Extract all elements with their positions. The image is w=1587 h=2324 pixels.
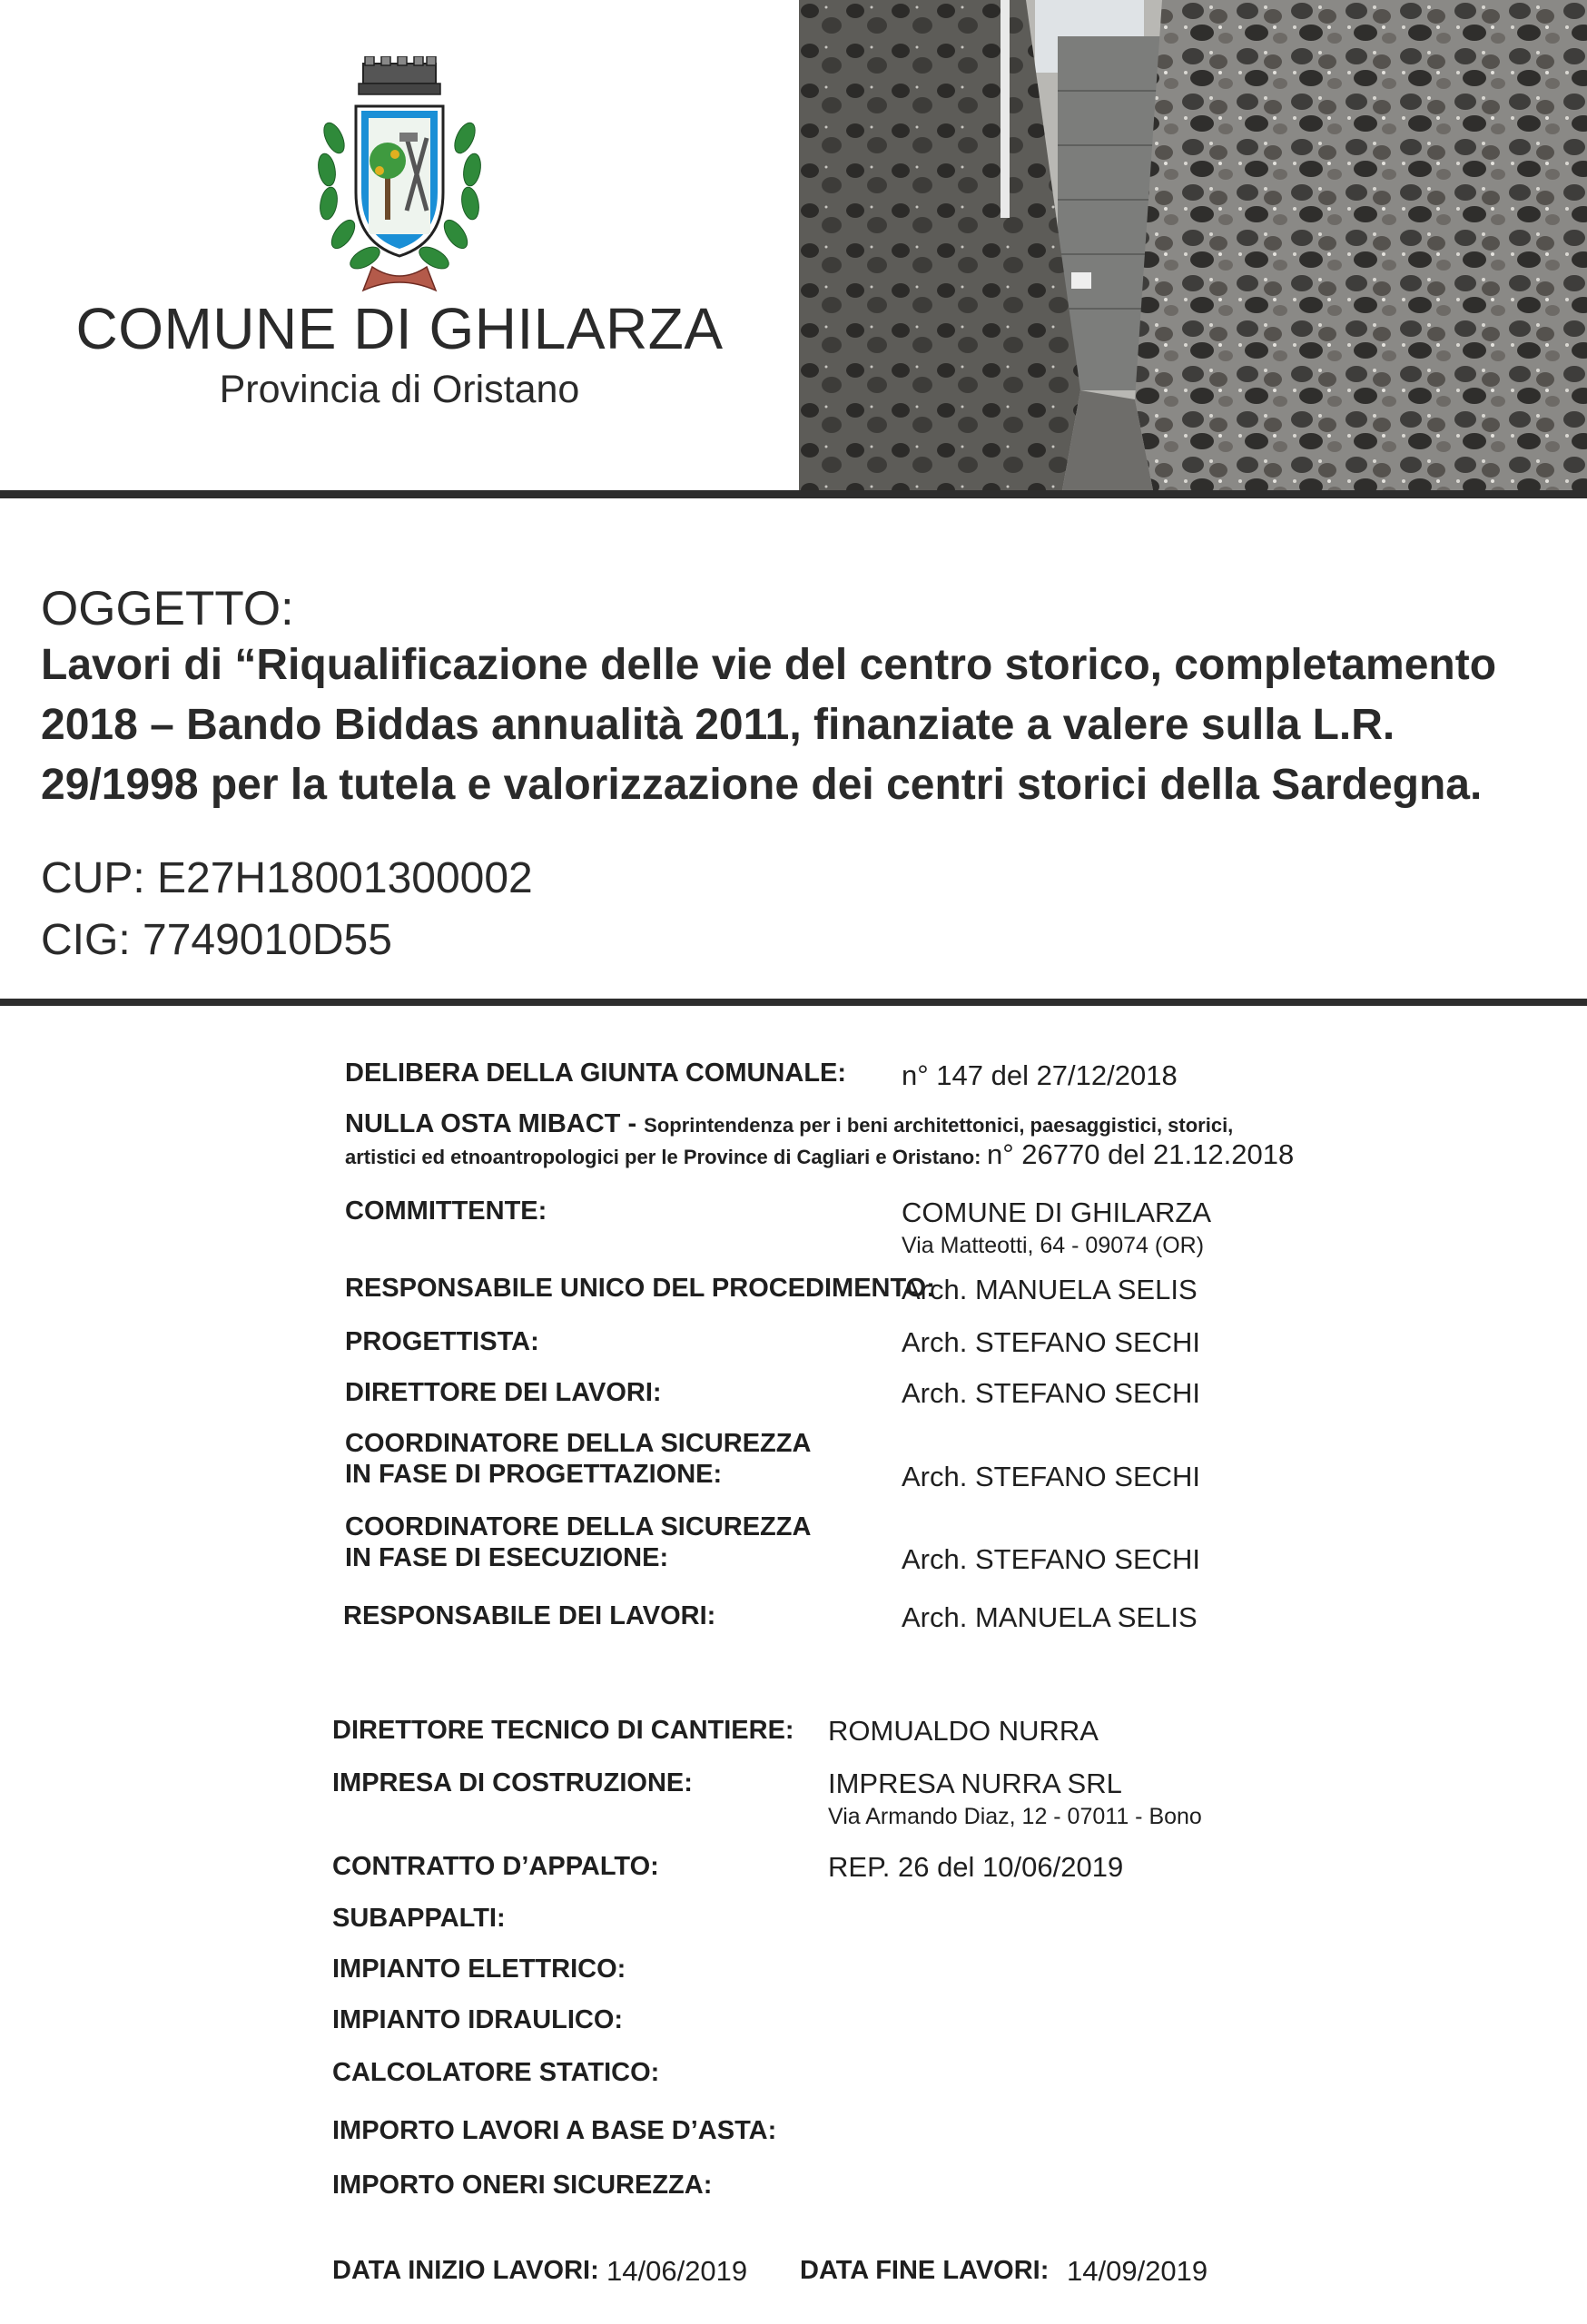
direttore-lavori-value: Arch. STEFANO SECHI [902,1377,1201,1409]
comune-crest-logo [309,56,490,297]
oggetto-line-1: Lavori di “Riqualificazione delle vie del centro storico, completamento [41,641,1497,689]
comune-name: COMUNE DI GHILARZA [75,296,724,361]
provincia-name: Provincia di Oristano [219,368,580,411]
direttore-tecnico-value: ROMUALDO NURRA [828,1715,1099,1747]
rup-value: Arch. MANUELA SELIS [902,1274,1198,1305]
committente-label: COMMITTENTE: [345,1196,547,1226]
contratto-value: REP. 26 del 10/06/2019 [828,1851,1124,1883]
impresa-label: IMPRESA DI COSTRUZIONE: [332,1768,693,1797]
delibera-label: DELIBERA DELLA GIUNTA COMUNALE: [345,1059,847,1088]
data-inizio-value: 14/06/2019 [606,2255,748,2287]
cig-code: CIG: 7749010D55 [41,916,392,964]
oggetto-label: OGGETTO: [41,582,294,635]
oggetto-line-2: 2018 – Bando Biddas annualità 2011, finanziate a valere sulla L.R. [41,701,1395,749]
section-divider [0,999,1587,1006]
importo-oneri-label: IMPORTO ONERI SICUREZZA: [332,2171,713,2200]
cup-code: CUP: E27H18001300002 [41,854,533,902]
impianto-idraulico-label: IMPIANTO IDRAULICO: [332,2005,624,2034]
nulla-osta-desc-1: Soprintendenza per i beni architettonici, paesaggistici, storici, [644,1114,1234,1137]
coord-progettazione-value: Arch. STEFANO SECHI [902,1461,1201,1492]
nulla-osta-desc-2: artistici ed etnoantropologici per le Province di Cagliari e Oristano: [345,1146,981,1168]
responsabile-lavori-label: RESPONSABILE DEI LAVORI: [343,1601,716,1630]
header-divider [0,490,1587,498]
direttore-lavori-label: DIRETTORE DEI LAVORI: [345,1378,662,1407]
data-inizio-label: DATA INIZIO LAVORI: [332,2256,599,2285]
importo-lavori-label: IMPORTO LAVORI A BASE D’ASTA: [332,2116,777,2145]
nulla-osta-value: n° 26770 del 21.12.2018 [987,1138,1295,1170]
impresa-address: Via Armando Diaz, 12 - 07011 - Bono [828,1804,1202,1829]
impresa-value: IMPRESA NURRA SRL [828,1768,1122,1799]
data-fine-value: 14/09/2019 [1067,2255,1208,2287]
coord-esecuzione-label-1: COORDINATORE DELLA SICUREZZA [345,1512,812,1541]
nulla-osta-label [345,1109,1233,1139]
nulla-osta-title: NULLA OSTA MIBACT - [345,1109,645,1138]
committente-value: COMUNE DI GHILARZA [902,1196,1212,1228]
calcolatore-statico-label: CALCOLATORE STATICO: [332,2058,660,2087]
committente-address: Via Matteotti, 64 - 09074 (OR) [902,1233,1205,1258]
responsabile-lavori-value: Arch. MANUELA SELIS [902,1601,1198,1633]
contratto-label: CONTRATTO D’APPALTO: [332,1852,659,1881]
direttore-tecnico-label: DIRETTORE TECNICO DI CANTIERE: [332,1716,794,1745]
coord-esecuzione-value: Arch. STEFANO SECHI [902,1543,1201,1575]
historic-alley-photo [799,0,1587,490]
subappalti-label: SUBAPPALTI: [332,1904,506,1933]
progettista-value: Arch. STEFANO SECHI [902,1326,1201,1358]
progettista-label: PROGETTISTA: [345,1327,539,1356]
impianto-elettrico-label: IMPIANTO ELETTRICO: [332,1955,626,1984]
data-fine-label: DATA FINE LAVORI: [800,2256,1050,2285]
coord-esecuzione-label-2: IN FASE DI ESECUZIONE: [345,1543,669,1572]
delibera-value: n° 147 del 27/12/2018 [902,1059,1178,1091]
rup-label: RESPONSABILE UNICO DEL PROCEDIMENTO: [345,1274,935,1303]
oggetto-line-3: 29/1998 per la tutela e valorizzazione dei centri storici della Sardegna. [41,761,1483,809]
coord-progettazione-label-2: IN FASE DI PROGETTAZIONE: [345,1460,723,1489]
coord-progettazione-label-1: COORDINATORE DELLA SICUREZZA [345,1429,812,1458]
